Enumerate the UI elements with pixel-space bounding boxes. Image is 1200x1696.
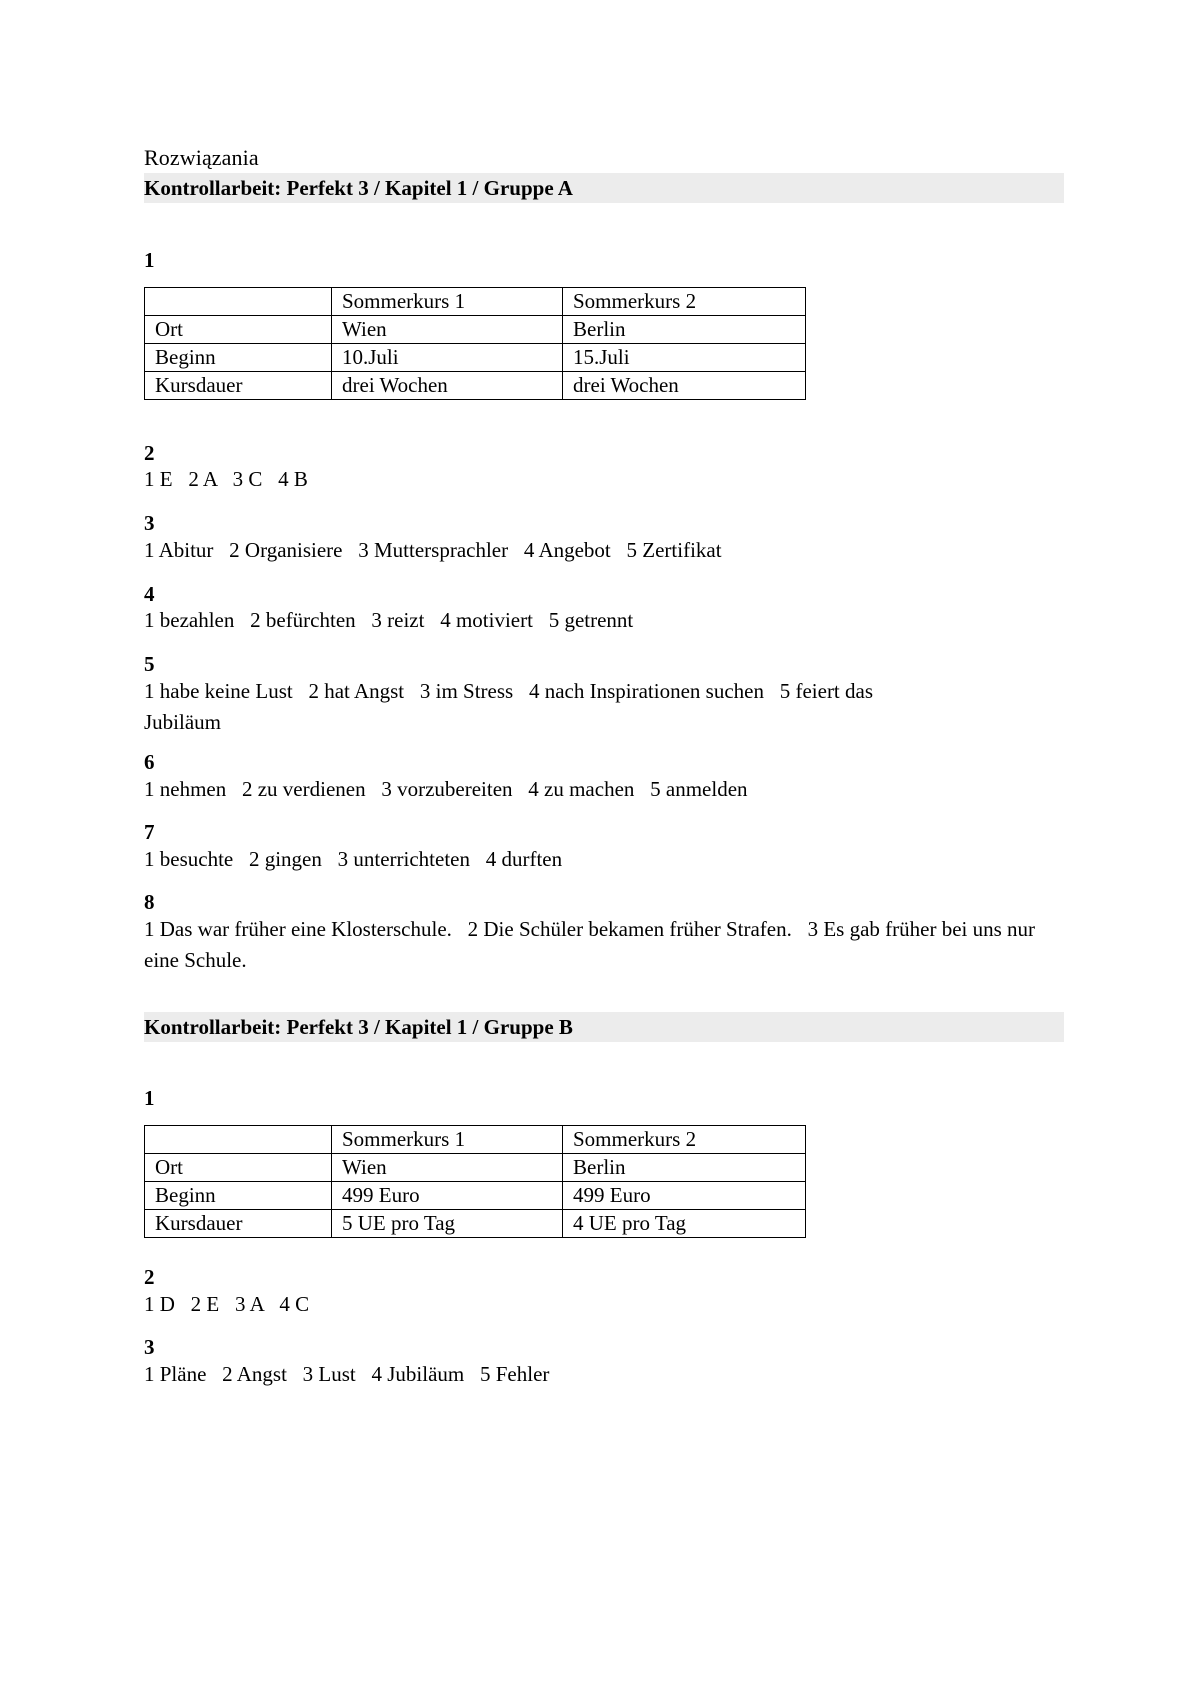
exercise-number: 8	[144, 890, 155, 914]
answer-table-gruppe-a	[144, 287, 806, 400]
exercise-answer: 1 E 2 A 3 C 4 B	[144, 467, 308, 491]
table-cell: Sommerkurs 2	[563, 288, 806, 316]
exercise-answer: 1 habe keine Lust 2 hat Angst 3 im Stress 4 nach Inspirationen suchen 5 feiert das Jubiläum	[144, 679, 879, 734]
table-cell: Sommerkurs 1	[332, 288, 563, 316]
table-cell: 10.Juli	[332, 344, 563, 372]
table-cell	[145, 288, 332, 316]
table-cell: Berlin	[563, 316, 806, 344]
table-cell: Wien	[332, 1154, 563, 1182]
exercise-answer: 1 besuchte 2 gingen 3 unterrichteten 4 durften	[144, 847, 563, 871]
table-row	[145, 344, 806, 372]
table-cell: Beginn	[145, 344, 332, 372]
table-header-row	[145, 288, 806, 316]
exercise-answer: 1 Pläne 2 Angst 3 Lust 4 Jubiläum 5 Fehler	[144, 1362, 550, 1386]
exercise-answer: 1 Abitur 2 Organisiere 3 Muttersprachler 4 Angebot 5 Zertifikat	[144, 538, 722, 562]
table-cell: 5 UE pro Tag	[332, 1210, 563, 1238]
answer-table-gruppe-b	[144, 1125, 806, 1238]
table-header-row	[145, 1126, 806, 1154]
table-cell: Sommerkurs 1	[332, 1126, 563, 1154]
table-cell: Sommerkurs 2	[563, 1126, 806, 1154]
table-cell: 15.Juli	[563, 344, 806, 372]
exercise-number: 5	[144, 652, 155, 676]
exercise-number: 2	[144, 441, 155, 465]
table-row	[145, 1154, 806, 1182]
exercise-answer: 1 Das war früher eine Klosterschule. 2 Die Schüler bekamen früher Strafen. 3 Es gab früher bei uns nur eine Schule.	[144, 917, 1041, 972]
section-title-gruppe-a: Kontrollarbeit: Perfekt 3 / Kapitel 1 / Gruppe A	[144, 173, 1064, 203]
table-row	[145, 372, 806, 400]
table-cell: 499 Euro	[332, 1182, 563, 1210]
document-intro: Rozwiązania	[144, 145, 259, 170]
table-row	[145, 1182, 806, 1210]
table-cell	[145, 1126, 332, 1154]
exercise-number: 6	[144, 750, 155, 774]
table-cell: drei Wochen	[563, 372, 806, 400]
section-title-gruppe-b: Kontrollarbeit: Perfekt 3 / Kapitel 1 / Gruppe B	[144, 1012, 1064, 1042]
table-row	[145, 316, 806, 344]
exercise-number: 3	[144, 511, 155, 535]
exercise-number: 7	[144, 820, 155, 844]
table-cell: Ort	[145, 1154, 332, 1182]
table-cell: Beginn	[145, 1182, 332, 1210]
exercise-number: 2	[144, 1265, 155, 1289]
table-cell: 499 Euro	[563, 1182, 806, 1210]
exercise-number: 4	[144, 582, 155, 606]
table-cell: Ort	[145, 316, 332, 344]
exercise-answer: 1 nehmen 2 zu verdienen 3 vorzubereiten 4 zu machen 5 anmelden	[144, 777, 748, 801]
table-cell: Berlin	[563, 1154, 806, 1182]
table-cell: drei Wochen	[332, 372, 563, 400]
exercise-number: 1	[144, 1086, 155, 1110]
exercise-answer: 1 D 2 E 3 A 4 C	[144, 1292, 310, 1316]
exercise-number: 3	[144, 1335, 155, 1359]
exercise-number: 1	[144, 248, 155, 272]
table-cell: Kursdauer	[145, 372, 332, 400]
table-cell: Wien	[332, 316, 563, 344]
table-cell: Kursdauer	[145, 1210, 332, 1238]
table-row	[145, 1210, 806, 1238]
exercise-answer: 1 bezahlen 2 befürchten 3 reizt 4 motiviert 5 getrennt	[144, 608, 634, 632]
table-cell: 4 UE pro Tag	[563, 1210, 806, 1238]
